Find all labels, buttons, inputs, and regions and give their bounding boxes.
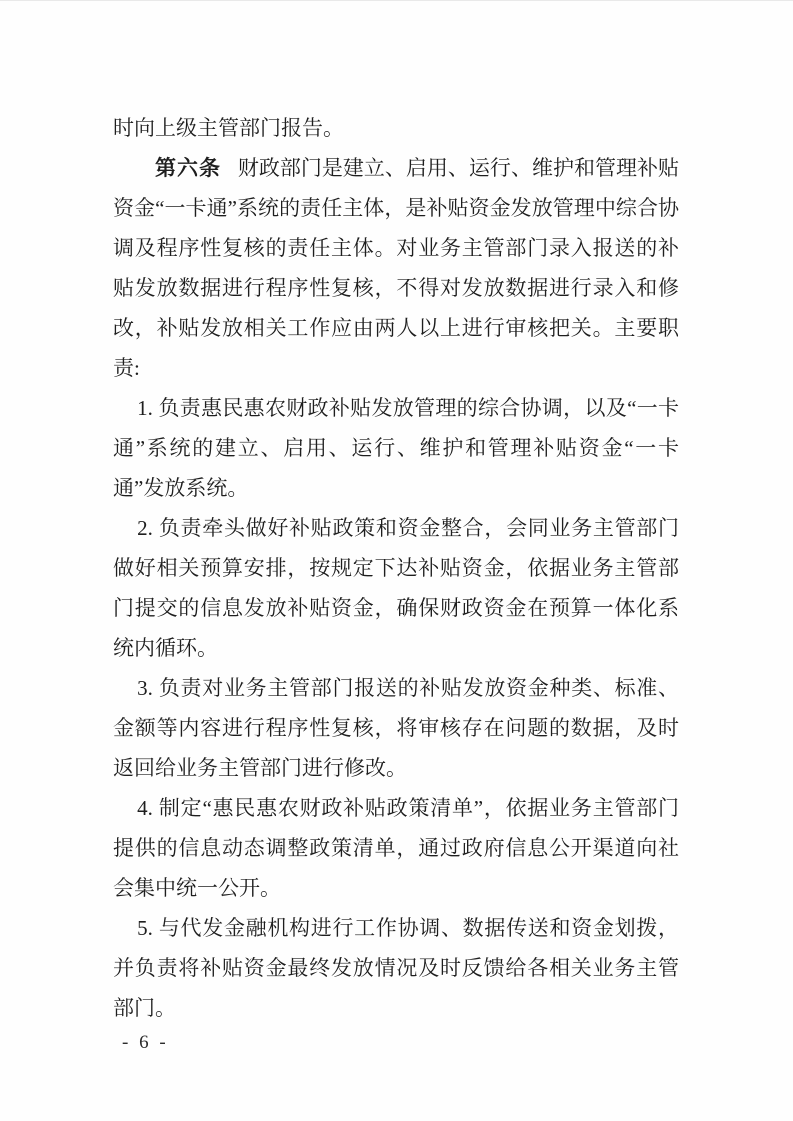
article-6-heading: 第六条 — [155, 156, 222, 180]
duty-item-2: 2. 负责牵头做好补贴政策和资金整合，会同业务主管部门做好相关预算安排，按规定下达补贴资金，依据业务主管部门提交的信息发放补贴资金，确保财政资金在预算一体化系统内循环。 — [113, 516, 679, 660]
article-6-body: 财政部门是建立、启用、运行、维护和管理补贴资金“一卡通”系统的责任主体，是补贴资金发放管理中综合协调及程序性复核的责任主体。对业务主管部门录入报送的补贴发放数据进行程序性复核，不得对发放数据进行录入和修改，补贴发放相关工作应由两人以上进行审核把关。主要职责: — [113, 156, 680, 380]
duty-item-1: 1. 负责惠民惠农财政补贴发放管理的综合协调，以及“一卡通”系统的建立、启用、运行、维护和管理补贴资金“一卡通”发放系统。 — [113, 396, 679, 500]
paragraph-continuation: 时向上级主管部门报告。 — [113, 116, 344, 140]
duty-item-4: 4. 制定“惠民惠农财政补贴政策清单”，依据业务主管部门提供的信息动态调整政策清单，通过政府信息公开渠道向社会集中统一公开。 — [113, 796, 679, 900]
duty-item-5: 5. 与代发金融机构进行工作协调、数据传送和资金划拨，并负责将补贴资金最终发放情况及时反馈给各相关业务主管部门。 — [113, 916, 679, 1020]
document-body — [113, 108, 679, 1028]
duty-item-3: 3. 负责对业务主管部门报送的补贴发放资金种类、标准、金额等内容进行程序性复核，将审核存在问题的数据，及时返回给业务主管部门进行修改。 — [113, 676, 679, 780]
article-6-paragraph — [113, 148, 679, 388]
page-number: - 6 - — [122, 1032, 169, 1053]
